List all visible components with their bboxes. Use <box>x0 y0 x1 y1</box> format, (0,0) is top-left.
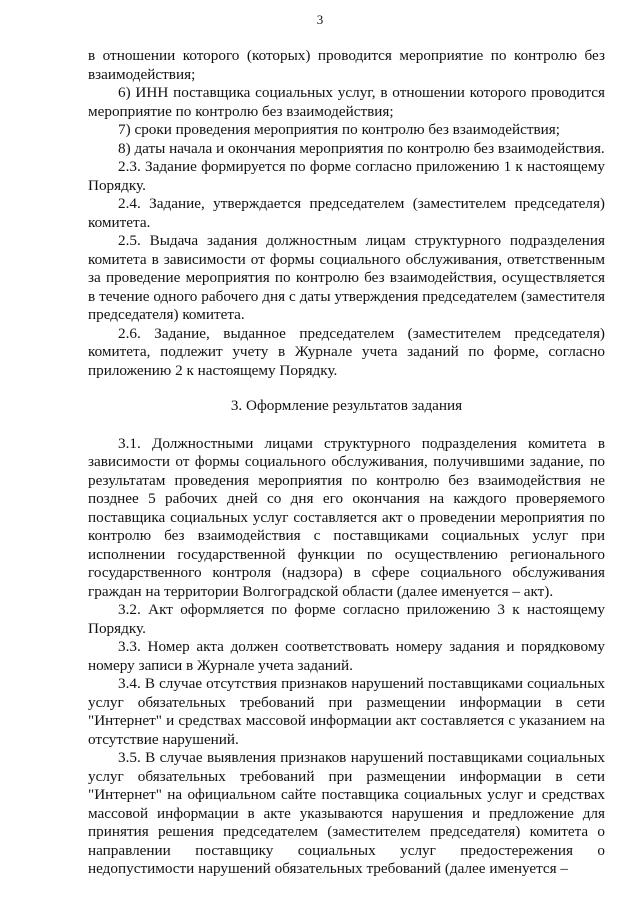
paragraph: 3.1. Должностными лицами структурного подразделения комитета в зависимости от формы социального обслуживания, получившими задание, по результатам проведения мероприятия по контролю без взаимодействия не позднее 5 рабочих дней со дня его окончания на каждого проверяемого поставщика социальных услуг составляется акт о проведении мероприятия по контролю без взаимодействия с поставщиками социальных услуг при исполнении государственной функции по осуществлению регионального государственного контроля (надзора) в сфере социального обслуживания граждан на территории Волгоградской области (далее именуется – акт). <box>88 434 605 600</box>
paragraph: 3.2. Акт оформляется по форме согласно приложению 3 к настоящему Порядку. <box>88 601 605 637</box>
paragraph: 7) сроки проведения мероприятия по контролю без взаимодействия; <box>118 121 560 138</box>
paragraph: 2.3. Задание формируется по форме согласно приложению 1 к настоящему Порядку. <box>88 158 605 194</box>
paragraph: 2.6. Задание, выданное председателем (заместителем председателя) комитета, подлежит учету в Журнале учета заданий по форме, согласно приложению 2 к настоящему Порядку. <box>88 324 605 379</box>
paragraph: 8) даты начала и окончания мероприятия по контролю без взаимодействия. <box>118 139 605 157</box>
paragraph: 2.5. Выдача задания должностным лицам структурного подразделения комитета в зависимости от формы социального обслуживания, ответственным за проведение мероприятия по контролю без взаимодействия, осуществляется в течение одного рабочего дня с даты утверждения председателем (заместителя председателя) комитета. <box>88 232 605 323</box>
paragraph: 6) ИНН поставщика социальных услуг, в отношении которого проводится мероприятие по контролю без взаимодействия; <box>88 84 605 120</box>
paragraphs-after-heading <box>88 435 605 879</box>
section-heading: 3. Оформление результатов задания <box>230 397 463 414</box>
paragraph: 3.3. Номер акта должен соответствовать номеру задания и порядковому номеру записи в Журнале учета заданий. <box>88 638 605 674</box>
paragraph: 3.4. В случае отсутствия признаков нарушений поставщиками социальных услуг обязательных требований при размещении информации в сети "Интернет" и средствах массовой информации акт составляется с указанием на отсутствие нарушений. <box>88 675 605 748</box>
paragraph: в отношении которого (которых) проводится мероприятие по контролю без взаимодействия; <box>88 47 605 83</box>
paragraphs-before-heading <box>88 47 605 380</box>
document-body <box>88 47 605 879</box>
page-number: 3 <box>316 12 324 27</box>
paragraph: 3.5. В случае выявления признаков нарушений поставщиками социальных услуг обязательных требований при размещении информации в сети "Интернет" на официальном сайте поставщика социальных услуг и средствах массовой информации в акте указываются нарушения и предложение для принятия решения председателем (заместителем председателя) комитета о направлении поставщику социальных услуг предостережения о недопустимости нарушений обязательных требований (далее именуется – <box>88 749 605 877</box>
paragraph: 2.4. Задание, утверждается председателем (заместителем председателя) комитета. <box>88 195 605 231</box>
